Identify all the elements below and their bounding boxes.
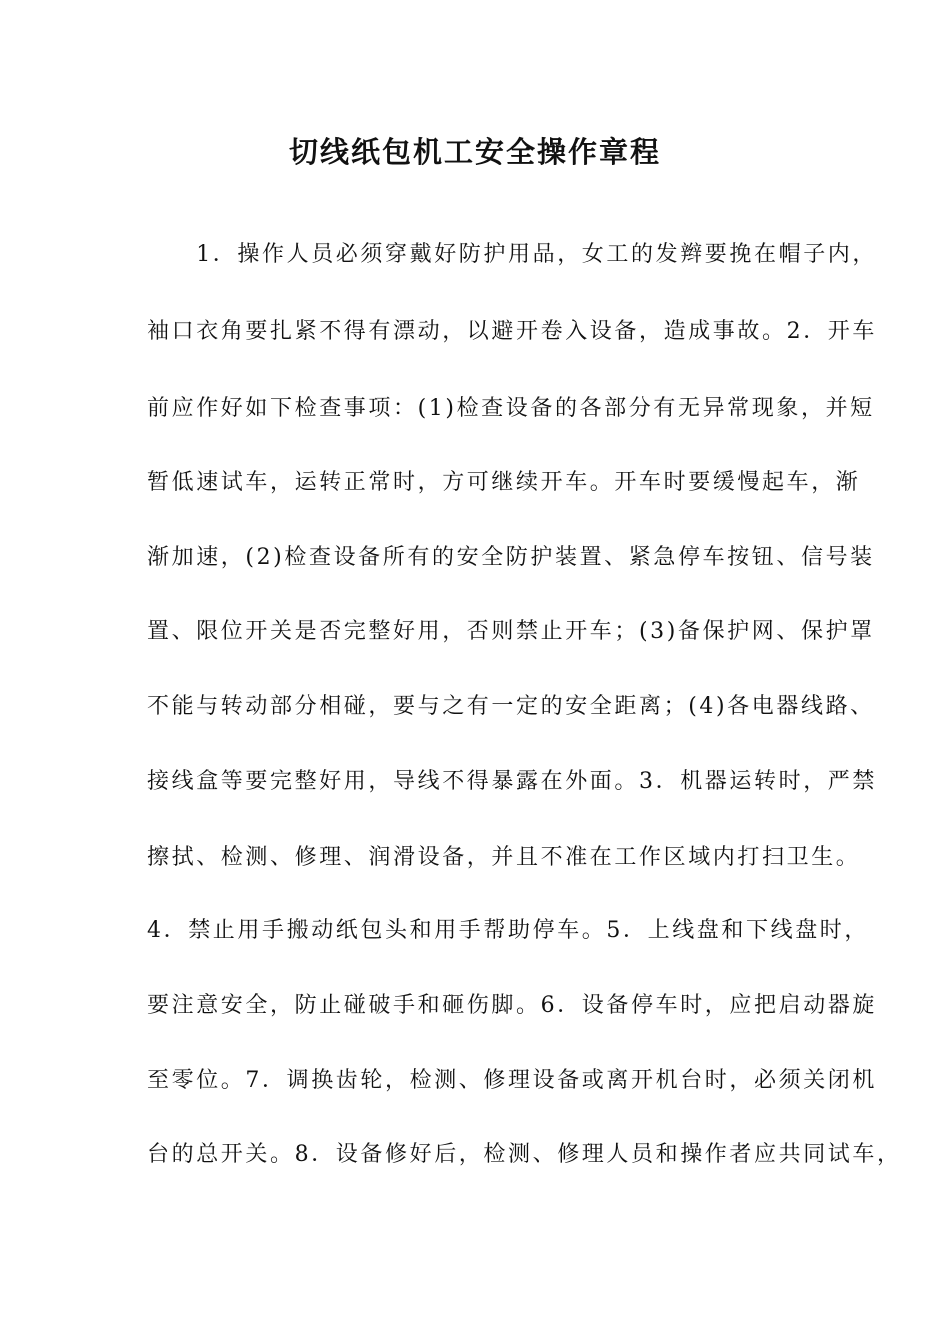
body-line: 袖口衣角要扎紧不得有漂动，以避开卷入设备，造成事故。2．开车 [147, 319, 877, 344]
body-line: 台的总开关。8．设备修好后，检测、修理人员和操作者应共同试车， [147, 1142, 902, 1167]
body-line: 前应作好如下检查事项：(1)检查设备的各部分有无异常现象，并短 [147, 396, 875, 421]
body-line: 1．操作人员必须穿戴好防护用品，女工的发辫要挽在帽子内， [147, 242, 877, 267]
body-line: 接线盒等要完整好用，导线不得暴露在外面。3．机器运转时，严禁 [147, 769, 877, 794]
document-title: 切线纸包机工安全操作章程 [288, 135, 661, 169]
body-line: 至零位。7．调换齿轮，检测、修理设备或离开机台时，必须关闭机 [147, 1068, 877, 1093]
body-line: 置、限位开关是否完整好用，否则禁止开车；(3)备保护网、保护罩 [147, 619, 875, 644]
body-line: 要注意安全，防止碰破手和砸伤脚。6．设备停车时，应把启动器旋 [147, 993, 877, 1018]
body-line: 不能与转动部分相碰，要与之有一定的安全距离；(4)各电器线路、 [147, 694, 875, 719]
body-line: 擦拭、检测、修理、润滑设备，并且不准在工作区域内打扫卫生。 [147, 845, 861, 870]
body-line: 暂低速试车，运转正常时，方可继续开车。开车时要缓慢起车，渐 [147, 470, 861, 495]
body-line: 渐加速，(2)检查设备所有的安全防护装置、紧急停车按钮、信号装 [147, 545, 875, 570]
body-line: 4．禁止用手搬动纸包头和用手帮助停车。5．上线盘和下线盘时， [147, 918, 869, 943]
